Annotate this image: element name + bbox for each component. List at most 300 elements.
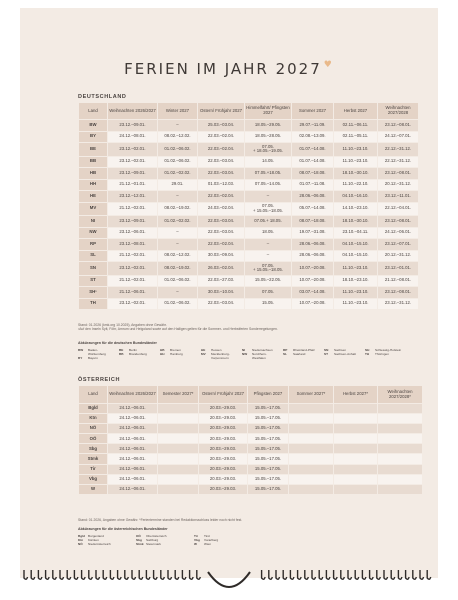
abbr-code: SH	[365, 348, 370, 352]
date-cell: 20.03.–29.03.	[199, 485, 247, 494]
date-cell: 23.12.–12.01.	[108, 191, 157, 202]
abbr-code: OÖ	[136, 534, 141, 538]
date-cell: –	[158, 191, 197, 202]
abbr-column	[201, 348, 230, 360]
date-cell: 01.03.–12.03.	[198, 180, 244, 191]
date-cell	[289, 465, 333, 474]
germany-column-header: Herbst 2027	[334, 103, 377, 119]
state-code-cell: HB	[79, 168, 107, 179]
austria-holiday-table	[78, 385, 423, 495]
spiral-ring	[370, 570, 374, 579]
date-cell: 24.12.–07.01.	[378, 132, 418, 143]
date-cell	[289, 424, 333, 433]
date-cell: 22.12.–04.01.	[378, 203, 418, 216]
germany-column-header: Winter 2027	[158, 103, 197, 119]
state-code-cell: SL	[79, 251, 107, 262]
date-cell: 11.10.–23.10.	[334, 143, 377, 156]
date-cell: 24.03.–02.04.	[198, 203, 244, 216]
date-cell	[378, 444, 422, 453]
spiral-ring	[413, 570, 417, 579]
table-row	[79, 444, 422, 453]
abbr-label: Schleswig-Holstein	[375, 348, 402, 352]
date-cell	[158, 444, 198, 453]
date-cell: 29.07.–11.09.	[292, 120, 333, 131]
date-cell: 01.02.–02.02.	[158, 168, 197, 179]
table-row	[79, 120, 418, 131]
state-code-cell: NW	[79, 228, 107, 239]
date-cell: 22.03.–03.04.	[198, 299, 244, 310]
abbr-column	[78, 534, 111, 546]
state-code-cell: RP	[79, 239, 107, 250]
date-cell	[334, 485, 377, 494]
state-code-cell: BW	[79, 120, 107, 131]
date-cell: 28.06.–06.08.	[292, 191, 333, 202]
date-cell: 23.12.–08.01.	[378, 216, 418, 227]
spiral-ring	[334, 570, 338, 579]
date-cell: 11.10.–23.10.	[334, 299, 377, 310]
date-cell	[289, 444, 333, 453]
date-cell: 01.07.–11.08.	[292, 180, 333, 191]
date-cell: 20.03.–29.03.	[199, 414, 247, 423]
spiral-ring	[46, 570, 50, 579]
abbr-item	[365, 352, 401, 356]
date-cell	[289, 414, 333, 423]
spiral-ring	[96, 570, 100, 579]
spiral-ring	[377, 570, 381, 579]
austria-heading: ÖSTERREICH	[78, 377, 121, 383]
abbr-label: Bayern	[88, 356, 98, 360]
abbr-label: Bremen	[170, 348, 181, 352]
spiral-ring	[60, 570, 64, 579]
date-cell: 23.12.–08.01.	[378, 287, 418, 298]
date-cell: 10.07.–20.08.	[292, 262, 333, 275]
date-cell: 19.07.–31.08.	[292, 228, 333, 239]
date-cell	[334, 404, 377, 413]
date-cell	[289, 454, 333, 463]
abbr-label: Oberösterreich	[146, 534, 167, 538]
date-cell: 30.03.–10.04.	[198, 287, 244, 298]
date-cell: 23.12.–02.01.	[108, 299, 157, 310]
state-code-cell: OÖ	[79, 434, 107, 443]
date-cell: –	[158, 287, 197, 298]
date-cell: 21.12.–01.01.	[108, 180, 157, 191]
date-cell: 07.05. + 15.05.–18.05.	[245, 262, 291, 275]
date-cell: –	[245, 251, 291, 262]
spiral-ring	[139, 570, 143, 579]
germany-column-header: Weihnachten 2027/2028	[378, 103, 418, 119]
germany-note: Stand: 01.2026 (kmk.org 10.2025), Angaben ohne Gewähr. ¹Auf den Inseln Sylt, Föhr, Amrum und Helgoland sowie auf den Halligen gelten für die Sommer- und Herbstferien Sonderregelungen.	[78, 323, 278, 332]
date-cell: 04.10.–16.10.	[334, 191, 377, 202]
date-cell: 23.12.–31.12.	[378, 299, 418, 310]
date-cell	[158, 404, 198, 413]
table-row	[79, 465, 422, 474]
date-cell: 15.05.–17.05.	[248, 454, 288, 463]
date-cell: 15.05.–17.05.	[248, 434, 288, 443]
abbr-label: Hamburg	[170, 352, 183, 356]
date-cell: 07.05.+18.05.	[245, 168, 291, 179]
abbr-label: Mecklenburg- Vorpommern	[211, 352, 230, 360]
table-row	[79, 191, 418, 202]
date-cell: 04.10.–15.10.	[334, 251, 377, 262]
spiral-ring	[24, 570, 28, 579]
date-cell: 24.12.–06.01.	[108, 434, 157, 443]
date-cell	[289, 404, 333, 413]
date-cell: 11.10.–22.10.	[334, 180, 377, 191]
spiral-ring	[82, 570, 86, 579]
spiral-ring	[110, 570, 114, 579]
date-cell: 01.02.–06.02.	[158, 299, 197, 310]
abbr-item	[242, 352, 273, 360]
spiral-ring	[67, 570, 71, 579]
germany-column-header: Land	[79, 103, 107, 119]
date-cell: 22.12.–31.12.	[378, 143, 418, 156]
date-cell: 22.12.–31.12.	[378, 157, 418, 168]
date-cell: 07.05.–14.05.	[245, 180, 291, 191]
abbr-column	[242, 348, 273, 360]
date-cell: 24.12.–06.01.	[108, 444, 157, 453]
date-cell: 22.03.–03.04.	[198, 157, 244, 168]
spiral-ring	[269, 570, 273, 579]
date-cell: 23.12.–09.01.	[108, 168, 157, 179]
date-cell: 11.10.–23.10.	[334, 262, 377, 275]
date-cell	[334, 444, 377, 453]
abbr-label: Wien	[204, 542, 212, 546]
date-cell	[158, 485, 198, 494]
table-row	[79, 276, 418, 287]
abbr-label: Burgenland	[88, 534, 104, 538]
date-cell: 23.12.–02.01.	[108, 143, 157, 156]
state-code-cell: HE	[79, 191, 107, 202]
state-code-cell: NI	[79, 216, 107, 227]
table-row	[79, 239, 418, 250]
date-cell: 24.12.–06.01.	[108, 454, 157, 463]
date-cell: 23.12.–09.01.	[108, 216, 157, 227]
date-cell: 01.02.–06.02.	[158, 143, 197, 156]
spiral-ring	[362, 570, 366, 579]
date-cell: 20.03.–29.03.	[199, 475, 247, 484]
date-cell: 18.10.–30.10.	[334, 168, 377, 179]
date-cell	[289, 434, 333, 443]
date-cell	[334, 424, 377, 433]
state-code-cell: Bgld	[79, 404, 107, 413]
state-code-cell: BE	[79, 143, 107, 156]
table-row	[79, 251, 418, 262]
abbr-label: Niedersachsen	[252, 348, 273, 352]
date-cell: 03.07.–14.08.	[292, 287, 333, 298]
date-cell: 22.03.–27.03.	[198, 276, 244, 287]
spiral-ring	[168, 570, 172, 579]
spiral-ring	[175, 570, 179, 579]
table-row	[79, 404, 422, 413]
date-cell	[158, 475, 198, 484]
heart-icon: ♥	[323, 60, 334, 70]
date-cell: 15.05.–17.05.	[248, 424, 288, 433]
abbr-label: Thüringen	[375, 352, 389, 356]
abbr-column	[365, 348, 401, 356]
spiral-ring	[125, 570, 129, 579]
table-row	[79, 262, 418, 275]
spiral-ring	[326, 570, 330, 579]
abbr-column	[283, 348, 315, 356]
spiral-ring	[355, 570, 359, 579]
date-cell	[158, 414, 198, 423]
date-cell: 24.12.–06.01.	[108, 475, 157, 484]
spiral-ring	[312, 570, 316, 579]
spiral-ring	[398, 570, 402, 579]
state-code-cell: SN	[79, 262, 107, 275]
date-cell: 22.03.–02.04.	[198, 143, 244, 156]
date-cell	[158, 465, 198, 474]
austria-abbr-legend	[78, 534, 278, 550]
abbr-code: RP	[283, 348, 288, 352]
abbr-item	[324, 352, 356, 356]
abbr-code: SL	[283, 352, 287, 356]
date-cell	[158, 454, 198, 463]
abbr-label: Sachsen-Anhalt	[334, 352, 356, 356]
spiral-ring	[348, 570, 352, 579]
state-code-cell: Ktn	[79, 414, 107, 423]
abbr-label: Berlin	[129, 348, 137, 352]
date-cell	[378, 454, 422, 463]
state-code-cell: Sbg	[79, 444, 107, 453]
date-cell: 24.12.–06.01.	[108, 465, 157, 474]
page-title: FERIEN IM JAHR 2027 ♥	[124, 60, 334, 78]
state-code-cell: SH¹	[79, 287, 107, 298]
austria-column-header: Semester 2027*	[158, 386, 198, 403]
abbr-code: Bgld	[78, 534, 85, 538]
date-cell: 08.02.–19.02.	[158, 262, 197, 275]
austria-column-header: Herbst 2027*	[334, 386, 377, 403]
spiral-ring	[182, 570, 186, 579]
date-cell: 18.10.–30.10.	[334, 216, 377, 227]
abbr-column	[119, 348, 147, 356]
abbr-code: Vbg	[194, 538, 200, 542]
abbr-code: W	[194, 542, 197, 546]
abbr-item	[283, 352, 315, 356]
abbr-label: Steiermark	[146, 542, 161, 546]
date-cell: 15.05.–17.05.	[248, 465, 288, 474]
abbr-code: TH	[365, 352, 370, 356]
table-row	[79, 475, 422, 484]
abbr-code: NI	[242, 348, 246, 352]
abbr-label: Niederösterreich	[88, 542, 111, 546]
abbr-label: Saarland	[293, 352, 306, 356]
spiral-ring	[262, 570, 266, 579]
germany-abbr-legend	[78, 348, 408, 368]
germany-heading: DEUTSCHLAND	[78, 94, 127, 100]
spiral-ring	[341, 570, 345, 579]
austria-column-header: Weihnachten 2027/2028*	[378, 386, 422, 403]
date-cell	[289, 485, 333, 494]
spiral-ring	[420, 570, 424, 579]
date-cell: 08.02.–19.02.	[158, 203, 197, 216]
date-cell: 23.10.–04.11.	[334, 228, 377, 239]
table-row	[79, 132, 418, 143]
table-row	[79, 424, 422, 433]
date-cell: 18.05.–28.05.	[245, 132, 291, 143]
date-cell: 01.02.–06.02.	[158, 157, 197, 168]
abbr-item	[78, 542, 111, 546]
table-row	[79, 143, 418, 156]
state-code-cell: HH	[79, 180, 107, 191]
date-cell: 22.03.–02.04.	[198, 191, 244, 202]
spiral-ring	[427, 570, 431, 579]
spiral-binding	[20, 568, 438, 598]
spiral-ring	[31, 570, 35, 579]
date-cell: 07.05. + 15.05.–18.05.	[245, 203, 291, 216]
abbr-label: Baden- Württemberg	[88, 348, 106, 356]
date-cell: 21.12.–02.01.	[108, 251, 157, 262]
date-cell	[334, 475, 377, 484]
germany-holiday-table	[78, 102, 419, 310]
abbr-column	[136, 534, 166, 546]
abbr-code: BY	[78, 356, 83, 360]
date-cell: 24.12.–06.01.	[108, 424, 157, 433]
date-cell: 18.10.–23.10.	[334, 276, 377, 287]
spiral-ring	[406, 570, 410, 579]
germany-column-header: Ostern/ Frühjahr 2027	[198, 103, 244, 119]
abbr-item	[119, 352, 147, 356]
date-cell: 18.05.	[245, 228, 291, 239]
date-cell: 26.03.–02.04.	[198, 262, 244, 275]
date-cell	[289, 475, 333, 484]
date-cell: 28.06.–06.08.	[292, 239, 333, 250]
abbr-column	[78, 348, 106, 360]
spiral-ring	[391, 570, 395, 579]
date-cell: 20.12.–31.12.	[378, 251, 418, 262]
spiral-ring	[89, 570, 93, 579]
spiral-ring	[118, 570, 122, 579]
date-cell: 10.07.–20.08.	[292, 276, 333, 287]
state-code-cell: Tir	[79, 465, 107, 474]
date-cell: –	[158, 228, 197, 239]
date-cell: 15.05.–17.05.	[248, 414, 288, 423]
state-code-cell: Stmk	[79, 454, 107, 463]
abbr-code: SN	[324, 348, 329, 352]
spiral-ring	[384, 570, 388, 579]
date-cell	[158, 424, 198, 433]
date-cell: 23.12.–02.01.	[108, 157, 157, 168]
abbr-code: HE	[201, 348, 206, 352]
date-cell: 22.03.–03.04.	[198, 228, 244, 239]
date-cell: 08.02.–12.02.	[158, 132, 197, 143]
date-cell: 22.03.–02.04.	[198, 239, 244, 250]
state-code-cell: ST	[79, 276, 107, 287]
date-cell: 20.03.–29.03.	[199, 465, 247, 474]
date-cell	[378, 485, 422, 494]
table-row	[79, 434, 422, 443]
abbr-item	[201, 352, 230, 360]
abbr-item	[160, 352, 183, 356]
abbr-label: Brandenburg	[129, 352, 147, 356]
abbr-label: Sachsen	[334, 348, 347, 352]
abbr-code: Ktn	[78, 538, 84, 542]
date-cell: 21.12.–02.01.	[108, 276, 157, 287]
abbr-label: Salzburg	[146, 538, 159, 542]
abbr-code: BB	[119, 352, 124, 356]
state-code-cell: TH	[79, 299, 107, 310]
table-row	[79, 228, 418, 239]
date-cell: 23.12.–06.01.	[108, 228, 157, 239]
calendar-page	[20, 8, 438, 578]
abbr-label: Tirol	[204, 534, 210, 538]
state-code-cell: Vbg	[79, 475, 107, 484]
table-row	[79, 299, 418, 310]
date-cell: 15.05.–17.05.	[248, 485, 288, 494]
date-cell: 20.03.–29.03.	[199, 454, 247, 463]
state-code-cell: W	[79, 485, 107, 494]
spiral-ring	[154, 570, 158, 579]
date-cell: 08.02.–12.02.	[158, 251, 197, 262]
table-row	[79, 157, 418, 168]
table-row	[79, 180, 418, 191]
date-cell: 24.12.–06.01.	[378, 228, 418, 239]
date-cell: 22.03.–02.04.	[198, 132, 244, 143]
date-cell: 23.12.–08.01.	[108, 239, 157, 250]
date-cell	[334, 434, 377, 443]
date-cell: 15.05.–17.05.	[248, 444, 288, 453]
date-cell: 02.11.–05.11.	[334, 132, 377, 143]
abbr-code: MV	[201, 352, 206, 356]
spiral-ring	[132, 570, 136, 579]
date-cell: 29.01.	[158, 180, 197, 191]
abbr-label: Rheinland-Pfalz	[293, 348, 315, 352]
table-row	[79, 203, 418, 216]
date-cell: 21.12.–02.01.	[108, 203, 157, 216]
date-cell	[158, 434, 198, 443]
date-cell: –	[245, 191, 291, 202]
abbr-column	[194, 534, 218, 546]
date-cell: 24.12.–06.01.	[108, 414, 157, 423]
abbr-label: Vorarlberg	[204, 538, 219, 542]
spiral-ring	[290, 570, 294, 579]
spiral-ring	[276, 570, 280, 579]
date-cell: 01.07.–14.08.	[292, 157, 333, 168]
abbr-label: Nordrhein- Westfalen	[252, 352, 267, 360]
table-row	[79, 414, 422, 423]
date-cell: 02.11.–06.11.	[334, 120, 377, 131]
date-cell	[334, 465, 377, 474]
abbr-code: BE	[119, 348, 124, 352]
date-cell: 11.10.–23.10.	[334, 287, 377, 298]
date-cell: 08.07.–18.08.	[292, 168, 333, 179]
date-cell: 24.12.–06.01.	[108, 404, 157, 413]
abbr-item	[194, 542, 218, 546]
date-cell: 14.05.	[245, 157, 291, 168]
germany-column-header: Sommer 2027	[292, 103, 333, 119]
date-cell: 10.07.–20.08.	[292, 299, 333, 310]
hanger-hook	[208, 572, 250, 587]
date-cell	[378, 404, 422, 413]
date-cell: 23.12.–11.01.	[378, 191, 418, 202]
table-row	[79, 454, 422, 463]
spiral-ring	[305, 570, 309, 579]
date-cell: 20.03.–29.03.	[199, 434, 247, 443]
table-row	[79, 287, 418, 298]
date-cell: –	[245, 239, 291, 250]
date-cell	[378, 414, 422, 423]
date-cell: 28.06.–06.08.	[292, 251, 333, 262]
abbr-item	[136, 542, 166, 546]
germany-abbr-title: Abkürzungen für die deutschen Bundesländer	[78, 341, 157, 345]
spiral-ring	[146, 570, 150, 579]
date-cell: 07.05.+ 18.05.	[245, 216, 291, 227]
date-cell: 23.12.–09.01.	[108, 120, 157, 131]
date-cell: 08.07.–18.08.	[292, 216, 333, 227]
abbr-column	[160, 348, 183, 356]
date-cell: 22.03.–03.04.	[198, 216, 244, 227]
abbr-column	[324, 348, 356, 356]
